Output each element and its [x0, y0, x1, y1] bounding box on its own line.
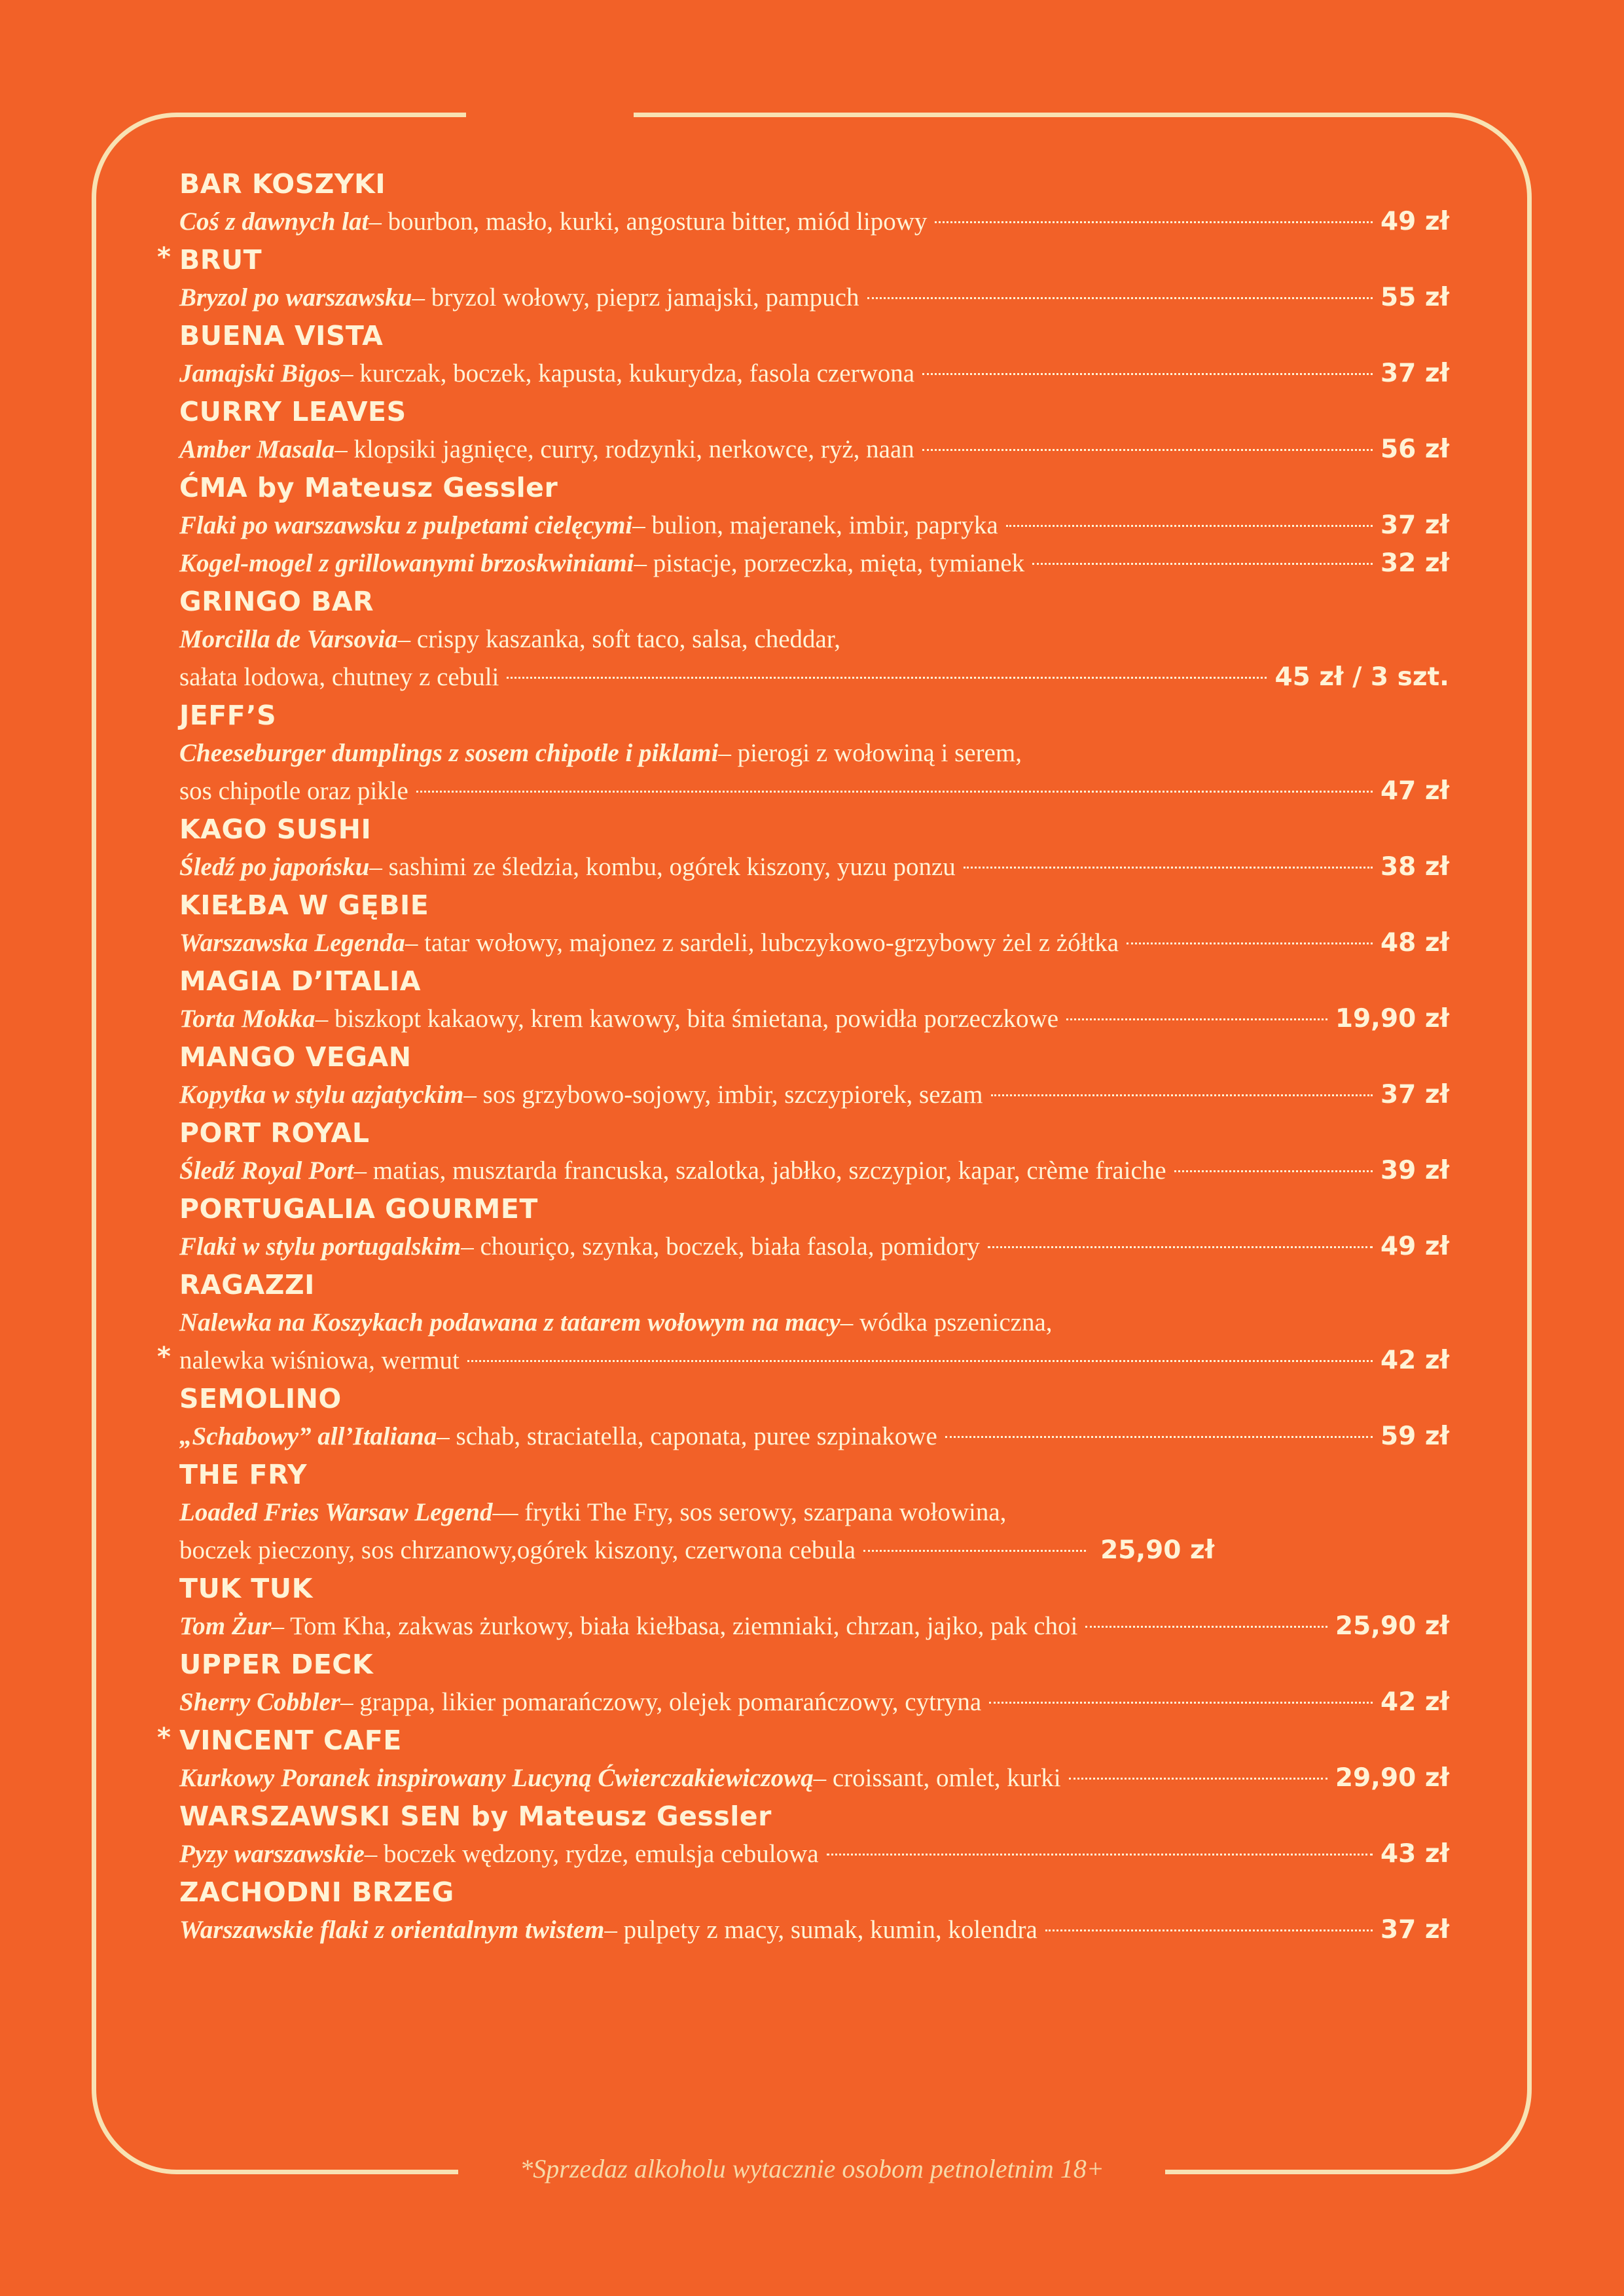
dish-price: 45 zł / 3 szt.: [1274, 662, 1449, 692]
dot-leader: [467, 1360, 1373, 1362]
dish-line: [179, 1304, 1449, 1342]
dish-description: – crispy kaszanka, soft taco, salsa, cheddar,: [397, 625, 841, 653]
dish-description: – boczek wędzony, rydze, emulsja cebulowa: [364, 1840, 819, 1868]
dish-name: Coś z dawnych lat: [179, 207, 369, 236]
restaurant-name: MANGO VEGAN: [179, 1041, 412, 1073]
dish-price: 25,90 zł: [1335, 1611, 1449, 1641]
dot-leader: [991, 1094, 1373, 1096]
dish-description: – grappa, likier pomarańczowy, olejek pomarańczowy, cytryna: [340, 1688, 982, 1716]
restaurant-name: RAGAZZI: [179, 1269, 315, 1300]
dish-line: [179, 1076, 1449, 1114]
restaurant-name: BAR KOSZYKI: [179, 168, 386, 200]
dish-price: 37 zł: [1380, 1915, 1449, 1945]
dish-price: 59 zł: [1380, 1422, 1449, 1451]
dot-leader: [988, 1246, 1373, 1248]
dish-description: – pulpety z macy, sumak, kumin, kolendra: [604, 1916, 1038, 1944]
menu-entry: [157, 1721, 1449, 1797]
dot-leader: [416, 791, 1373, 793]
dot-leader: [1032, 563, 1373, 565]
dish-line: [179, 203, 1449, 241]
dot-leader: [1045, 1929, 1373, 1931]
frame-gap-top: [466, 107, 634, 118]
restaurant-name: ĆMA by Mateusz Gessler: [179, 472, 558, 503]
dish-name: Loaded Fries Warsaw Legend: [179, 1498, 493, 1526]
restaurant-name: BUENA VISTA: [179, 320, 384, 351]
dish-name: Warszawskie flaki z orientalnym twistem: [179, 1916, 605, 1944]
alcohol-asterisk: *: [157, 1723, 171, 1753]
dish-price: 37 zł: [1380, 1080, 1449, 1109]
dish-line: [179, 1911, 1449, 1949]
dish-description: – pistacje, porzeczka, mięta, tymianek: [634, 549, 1025, 577]
menu-entry: [179, 1114, 1449, 1190]
dish-name: Bryzol po warszawsku: [179, 283, 412, 312]
dish-line: [179, 1607, 1449, 1645]
dish-line: [179, 1418, 1449, 1456]
dish-name: Flaki po warszawsku z pulpetami cielęcymi: [179, 511, 633, 539]
restaurant-name: PORT ROYAL: [179, 1117, 370, 1149]
dish-line-continued: [179, 772, 1449, 810]
alcohol-asterisk: *: [157, 242, 171, 272]
restaurant-name: KIEŁBA W GĘBIE: [179, 889, 429, 921]
menu-entry: [179, 696, 1449, 810]
dish-description: nalewka wiśniowa, wermut: [179, 1346, 460, 1374]
dish-price: 37 zł: [1380, 511, 1449, 540]
dish-line: [179, 1683, 1449, 1721]
restaurant-name: TUK TUK: [179, 1573, 313, 1604]
dish-line-continued: [179, 1342, 1449, 1380]
dish-name: Torta Mokka: [179, 1005, 316, 1033]
dish-price: 25,90 zł: [1100, 1535, 1215, 1565]
dot-leader: [507, 677, 1267, 679]
dish-name: Kogel-mogel z grillowanymi brzoskwiniami: [179, 549, 634, 577]
dish-price: 49 zł: [1380, 207, 1449, 236]
restaurant-name: KAGO SUSHI: [179, 814, 372, 845]
dish-line: [179, 848, 1449, 886]
dot-leader: [945, 1436, 1373, 1438]
dish-price: 39 zł: [1380, 1156, 1449, 1185]
dot-leader: [964, 867, 1373, 869]
menu-entry: [179, 393, 1449, 469]
menu-entry: [179, 1873, 1449, 1949]
menu-entry: [179, 1456, 1449, 1570]
restaurant-name: UPPER DECK: [179, 1649, 374, 1680]
dish-price: 29,90 zł: [1335, 1763, 1449, 1793]
dish-description: – klopsiki jagnięce, curry, rodzynki, nerkowce, ryż, naan: [334, 435, 914, 463]
menu-entry: [179, 886, 1449, 962]
dish-description: – pierogi z wołowiną i serem,: [718, 739, 1022, 767]
restaurant-name: THE FRY: [179, 1459, 308, 1490]
dish-line: [179, 355, 1449, 393]
dish-name: Sherry Cobbler: [179, 1688, 340, 1716]
dish-price: 19,90 zł: [1335, 1004, 1449, 1033]
dish-description: – sashimi ze śledzia, kombu, ogórek kiszony, yuzu ponzu: [369, 853, 956, 881]
menu-entry: [179, 1190, 1449, 1266]
alcohol-footnote: *Sprzedaz alkoholu wytacznie osobom petnoletnim 18+: [520, 2154, 1104, 2183]
dish-description: sałata lodowa, chutney z cebuli: [179, 663, 499, 691]
dish-price: 49 zł: [1380, 1232, 1449, 1261]
dot-leader: [1127, 942, 1373, 944]
restaurant-name: CURRY LEAVES: [179, 396, 406, 427]
dish-name: Śledź Royal Port: [179, 1157, 354, 1185]
dish-description: – schab, straciatella, caponata, puree szpinakowe: [437, 1422, 937, 1450]
menu-entry: [179, 317, 1449, 393]
restaurant-name: JEFF’S: [179, 700, 277, 731]
dish-price: 56 zł: [1380, 435, 1449, 464]
dish-line: [179, 279, 1449, 317]
dot-leader: [1006, 525, 1373, 527]
restaurant-name: VINCENT CAFE: [179, 1725, 402, 1756]
dish-description: – bulion, majeranek, imbir, papryka: [632, 511, 998, 539]
dish-name: Śledź po japońsku: [179, 853, 370, 881]
dish-line: [179, 507, 1449, 545]
dish-price: 47 zł: [1380, 776, 1449, 806]
dish-line-continued: [179, 658, 1449, 696]
dish-description: – croissant, omlet, kurki: [813, 1764, 1061, 1792]
dish-line: [179, 924, 1449, 962]
dish-line: [179, 734, 1449, 772]
dish-line: [179, 620, 1449, 658]
dish-price: 43 zł: [1380, 1839, 1449, 1869]
dish-description: – chouriço, szynka, boczek, biała fasola, pomidory: [461, 1232, 980, 1261]
dot-leader: [1085, 1626, 1327, 1628]
dot-leader: [827, 1854, 1373, 1856]
restaurant-name: BRUT: [179, 244, 262, 276]
dish-name: Amber Masala: [179, 435, 335, 463]
dish-description: – matias, musztarda francuska, szalotka, jabłko, szczypior, kapar, crème fraiche: [353, 1157, 1166, 1185]
restaurant-name: SEMOLINO: [179, 1383, 342, 1414]
menu-entry: [179, 1645, 1449, 1721]
dish-line: [179, 1494, 1449, 1532]
dish-name: Jamajski Bigos: [179, 359, 340, 387]
dish-description: – biszkopt kakaowy, krem kawowy, bita śmietana, powidła porzeczkowe: [315, 1005, 1059, 1033]
dish-line: [179, 431, 1449, 469]
dot-leader: [922, 449, 1373, 451]
dish-price: 42 zł: [1380, 1687, 1449, 1717]
menu-entry: [179, 469, 1449, 583]
menu-entry: [179, 1380, 1449, 1456]
menu-entry: [157, 241, 1449, 317]
restaurant-name: PORTUGALIA GOURMET: [179, 1193, 538, 1225]
dish-line: [179, 1152, 1449, 1190]
menu-list: [157, 165, 1449, 1949]
dot-leader: [935, 221, 1373, 223]
dish-line: [179, 1835, 1449, 1873]
menu-entry: [179, 1797, 1449, 1873]
dish-description: – sos grzybowo-sojowy, imbir, szczypiorek, sezam: [463, 1081, 983, 1109]
alcohol-asterisk: *: [157, 1342, 171, 1372]
dish-description: – bryzol wołowy, pieprz jamajski, pampuch: [412, 283, 859, 312]
dot-leader: [1069, 1778, 1327, 1780]
dot-leader: [1066, 1018, 1327, 1020]
dot-leader: [867, 297, 1373, 299]
dish-name: „Schabowy” all’Italiana: [179, 1422, 437, 1450]
dish-price: 55 zł: [1380, 283, 1449, 312]
menu-entry: [179, 1038, 1449, 1114]
dot-leader: [1174, 1170, 1373, 1172]
dish-name: Morcilla de Varsovia: [179, 625, 398, 653]
dish-description: – kurczak, boczek, kapusta, kukurydza, fasola czerwona: [340, 359, 915, 387]
dish-name: Cheeseburger dumplings z sosem chipotle i piklami: [179, 739, 719, 767]
dish-name: Warszawska Legenda: [179, 929, 405, 957]
dish-description: – bourbon, masło, kurki, angostura bitter, miód lipowy: [369, 207, 928, 236]
menu-entry: [157, 1266, 1449, 1380]
dish-line: [179, 1228, 1449, 1266]
dish-name: Flaki w stylu portugalskim: [179, 1232, 461, 1261]
dish-name: Pyzy warszawskie: [179, 1840, 365, 1868]
menu-entry: [179, 583, 1449, 696]
dot-leader: [863, 1550, 1086, 1552]
dish-description: sos chipotle oraz pikle: [179, 777, 408, 805]
dish-description: – wódka pszeniczna,: [840, 1308, 1053, 1336]
dish-line-continued: [179, 1532, 1449, 1570]
menu-entry: [179, 962, 1449, 1038]
dish-name: Nalewka na Koszykach podawana z tatarem wołowym na macy: [179, 1308, 840, 1336]
restaurant-name: MAGIA D’ITALIA: [179, 965, 421, 997]
dish-description: – tatar wołowy, majonez z sardeli, lubczykowo-grzybowy żel z żółtka: [405, 929, 1119, 957]
restaurant-name: WARSZAWSKI SEN by Mateusz Gessler: [179, 1801, 772, 1832]
menu-entry: [179, 1570, 1449, 1645]
dish-line: [179, 1759, 1449, 1797]
menu-entry: [179, 165, 1449, 241]
dish-name: Kurkowy Poranek inspirowany Lucyną Ćwierczakiewiczową: [179, 1764, 814, 1792]
dish-price: 42 zł: [1380, 1346, 1449, 1375]
dish-name: Tom Żur: [179, 1612, 272, 1640]
menu-entry: [179, 810, 1449, 886]
restaurant-name: ZACHODNI BRZEG: [179, 1876, 454, 1908]
dish-description: — frytki The Fry, sos serowy, szarpana wołowina,: [492, 1498, 1007, 1526]
dish-price: 38 zł: [1380, 852, 1449, 882]
dish-price: 48 zł: [1380, 928, 1449, 958]
dish-description: – Tom Kha, zakwas żurkowy, biała kiełbasa, ziemniaki, chrzan, jajko, pak choi: [271, 1612, 1078, 1640]
dish-line: [179, 545, 1449, 583]
dish-price: 32 zł: [1380, 548, 1449, 578]
dish-description: boczek pieczony, sos chrzanowy,ogórek kiszony, czerwona cebula: [179, 1536, 856, 1564]
dot-leader: [989, 1702, 1373, 1704]
restaurant-name: GRINGO BAR: [179, 586, 374, 617]
dish-price: 37 zł: [1380, 359, 1449, 388]
dish-line: [179, 1000, 1449, 1038]
dish-name: Kopytka w stylu azjatyckim: [179, 1081, 464, 1109]
dot-leader: [922, 373, 1373, 375]
